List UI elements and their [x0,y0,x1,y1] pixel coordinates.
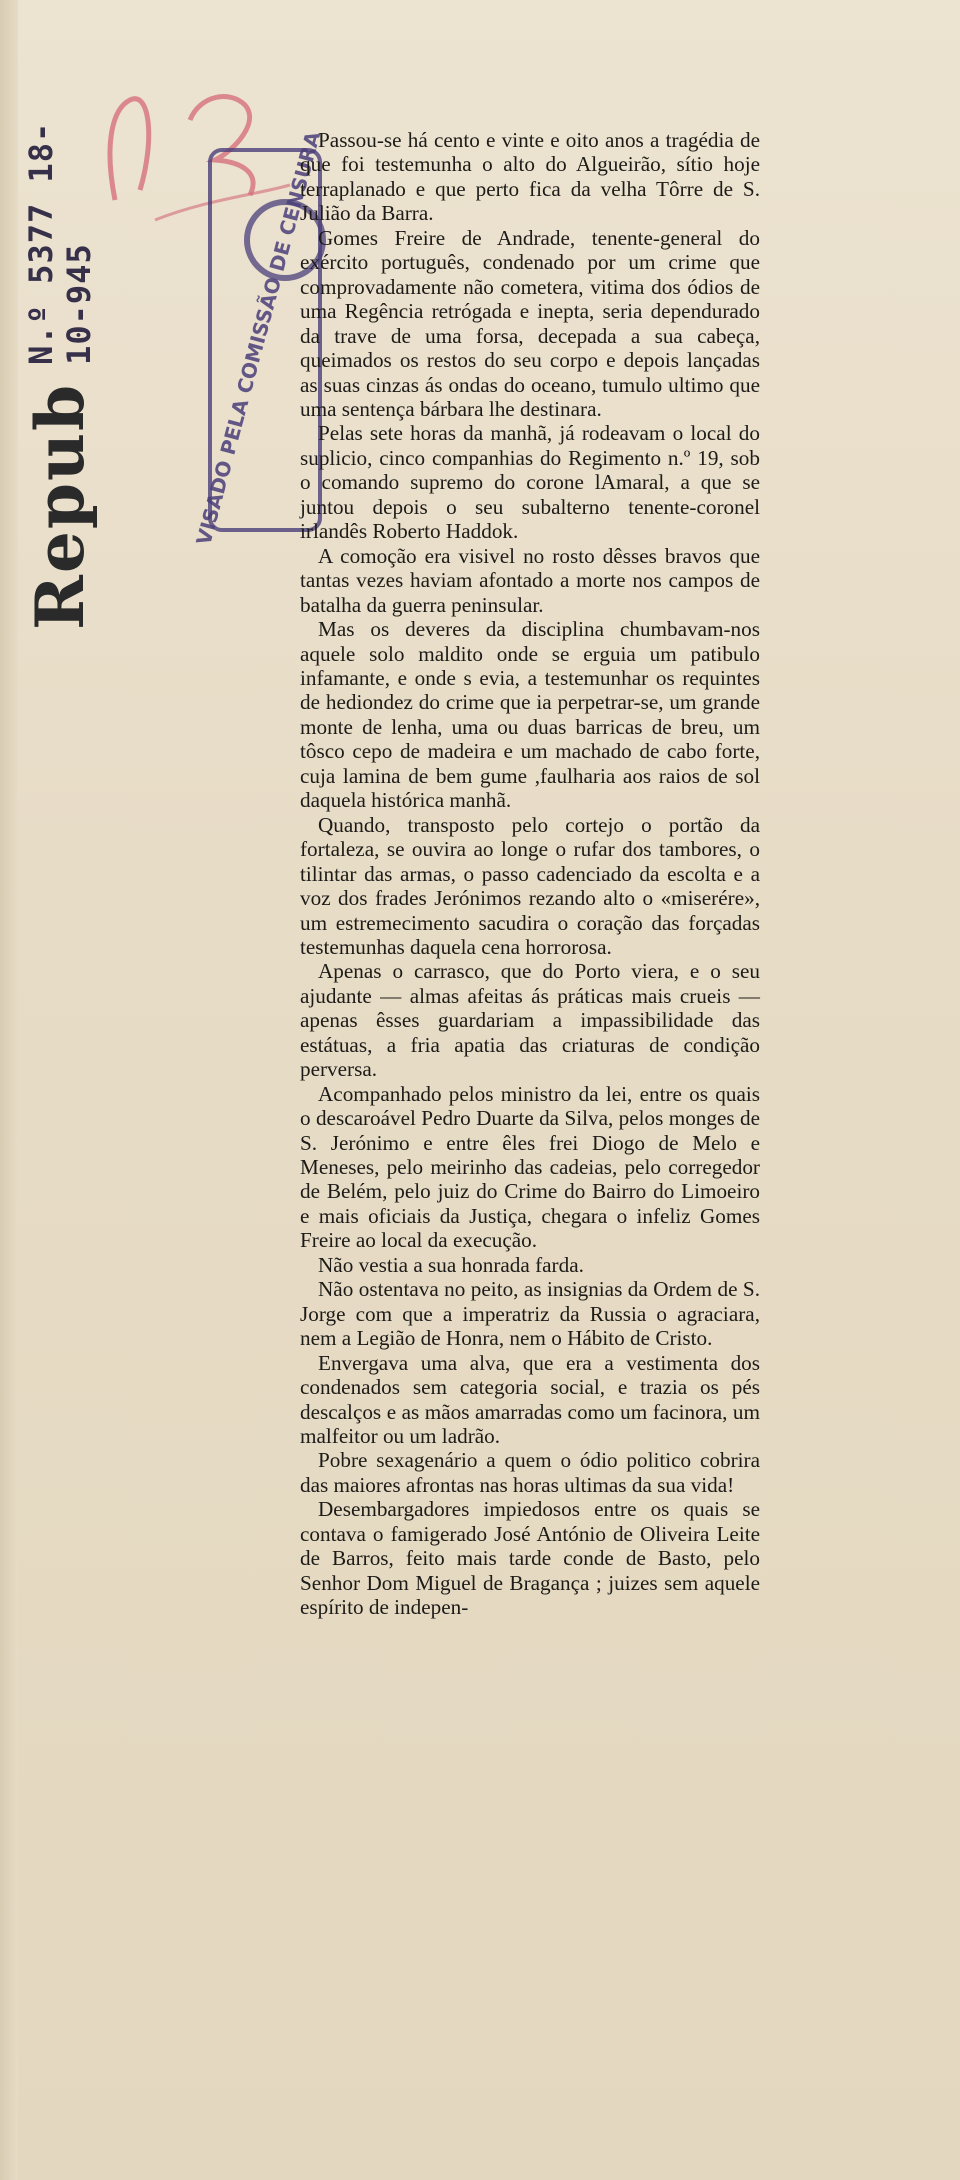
article-paragraph: Gomes Freire de Andrade, tenente-general do exército português, condenado por um crime que comprovadamente não cometera, vitima dos ódios de uma Regência retrógada e inepta, seria dependurado da trave de uma forsa, decepada a sua cabeça, queimados os restos do seu corpo e depois lançadas as suas cinzas ás ondas do oceano, tumulo ultimo que uma sentença bárbara lhe destinara. [300,225,760,421]
handwritten-annotation: Repub [21,382,99,630]
article-paragraph: Não ostentava no peito, as insignias da Ordem de S. Jorge com que a imperatriz da Russia o agraciara, nem a Legião de Honra, nem o Hábito de Cristo. [300,1277,760,1351]
stamp-number: N.º 5377 18-10-945 [22,121,98,365]
binding-edge [0,0,18,2180]
article-paragraph: Apenas o carrasco, que do Porto viera, e o seu ajudante — almas afeitas ás práticas mais crueis — apenas êsses guardariam a impassibilidade das estátuas, a fria apatia das criaturas de condição perversa. [300,959,760,1082]
article-paragraph: Acompanhado pelos ministro da lei, entre os quais o descaroável Pedro Duarte da Silva, pelos monges de S. Jerónimo e entre êles frei Diogo de Melo e Meneses, pelo meirinho das cadeias, pelo corregedor de Belém, pelo juiz do Crime do Bairro do Limoeiro e mais oficiais da Justiça, chegara o infeliz Gomes Freire ao local da execução. [300,1081,760,1253]
article-paragraph: Não vestia a sua honrada farda. [318,1252,584,1277]
article-paragraph: Quando, transposto pelo cortejo o portão da fortaleza, se ouvira ao longe o rufar dos tambores, o tilintar das armas, o passo cadenciado da escolta e a voz dos frades Jerónimos rezando alto o «miserére», um estremecimento sacudira o coração das forçadas testemunhas daquela cena horrorosa. [300,812,760,959]
article-column [300,128,760,1620]
article-paragraph: Passou-se há cento e vinte e oito anos a tragédia de que foi testemunha o alto do Algueirão, sítio hoje terraplanado e que perto fica da velha Tôrre de S. Julião da Barra. [300,128,760,226]
article-paragraph: Mas os deveres da disciplina chumbavam-nos aquele solo maldito onde se erguia um patibulo infamante, e onde s evia, a testemunhar os requintes de hediondez do crime que ia perpetrar-se, um grande monte de lenha, uma ou duas barricas de breu, um tôsco cepo de madeira e um machado de cabo forte, cuja lamina de bem gume ,faulharia aos raios de sol daquela histórica manhã. [300,617,760,813]
article-paragraph: A comoção era visivel no rosto dêsses bravos que tantas vezes haviam afontado a morte nos campos de batalha da guerra peninsular. [300,543,760,617]
article-paragraph: Pelas sete horas da manhã, já rodeavam o local do suplicio, cinco companhias do Regimento n.º 19, sob o comando supremo do corone lAmaral, a que se juntou depois o seu subalterno tenente-coronel irlandês Roberto Haddok. [300,421,760,544]
article-paragraph: Envergava uma alva, que era a vestimenta dos condenados sem categoria social, e trazia os pés descalços e as mãos amarradas como um facinora, um malfeitor ou um ladrão. [300,1350,760,1449]
stamp-text: VISADO PELA COMISSÃO DE CENSURA [191,128,326,548]
article-paragraph: Pobre sexagenário a quem o ódio politico cobrira das maiores afrontas nas horas ultimas da sua vida! [300,1448,760,1497]
margin-annotation [20,110,100,630]
article-paragraph: Desembargadores impiedosos entre os quais se contava o famigerado José António de Oliveira Leite de Barros, feito mais tarde conde de Basto, pelo Senhor Dom Miguel de Bragança ; juizes sem aquele espírito de indepen- [300,1497,760,1620]
